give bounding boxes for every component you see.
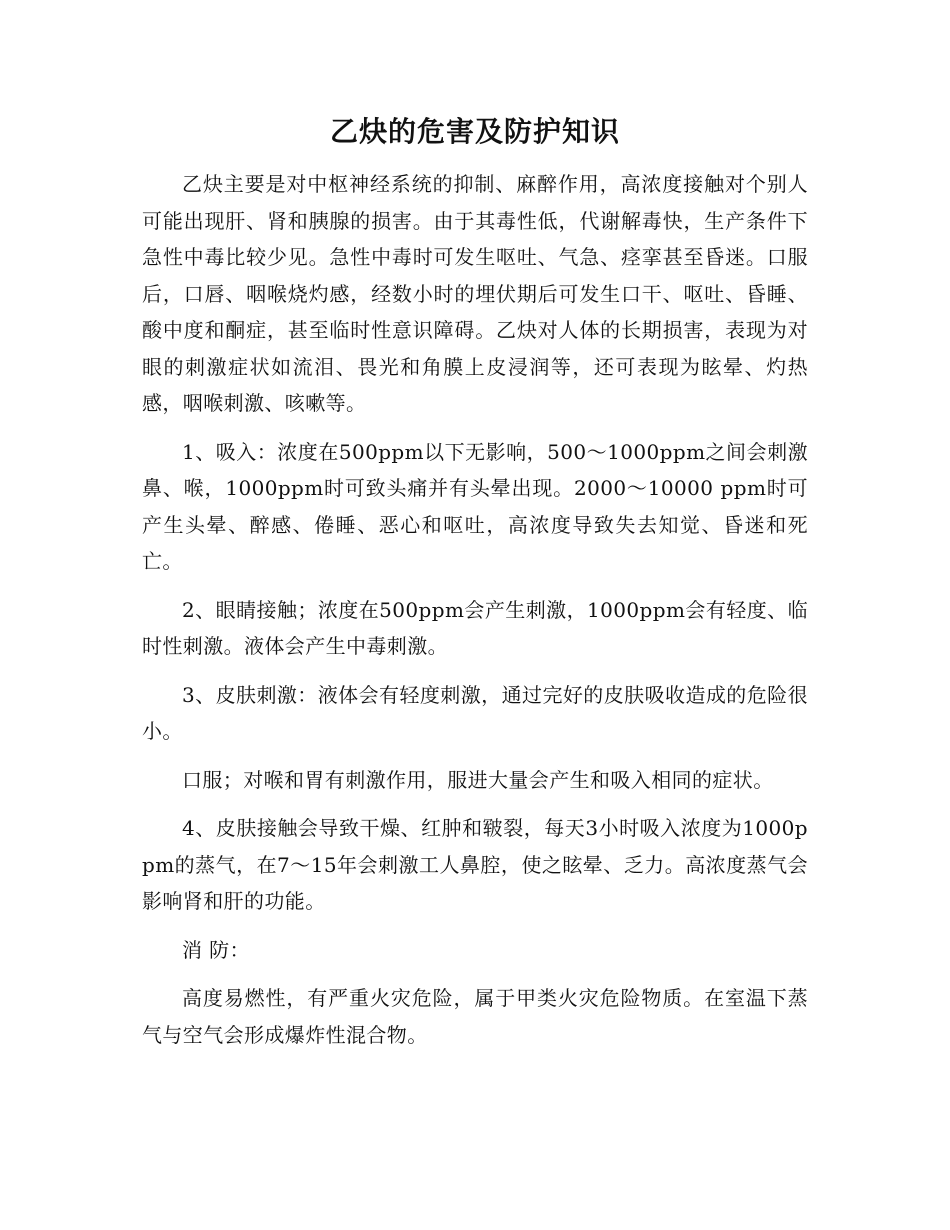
paragraph-skin-irritation: 3、皮肤刺激：液体会有轻度刺激，通过完好的皮肤吸收造成的危险很小。	[142, 682, 808, 743]
paragraph-skin-contact: 4、皮肤接触会导致干燥、红肿和皲裂，每天3小时吸入浓度为1000ppm的蒸气，在7～15年会刺激工人鼻腔，使之眩晕、乏力。高浓度蒸气会影响肾和肝的功能。	[142, 816, 808, 913]
paragraph-intro: 乙炔主要是对中枢神经系统的抑制、麻醉作用，高浓度接触对个别人可能出现肝、肾和胰腺的损害。由于其毒性低，代谢解毒快，生产条件下急性中毒比较少见。急性中毒时可发生呕吐、气急、痉挛甚至昏迷。口服后，口唇、咽喉烧灼感，经数小时的埋伏期后可发生口干、呕吐、昏睡、酸中度和酮症，甚至临时性意识障碍。乙炔对人体的长期损害，表现为对眼的刺激症状如流泪、畏光和角膜上皮浸润等，还可表现为眩晕、灼热感，咽喉刺激、咳嗽等。	[142, 172, 808, 415]
paragraph-fire-heading: 消 防：	[182, 937, 250, 962]
paragraph-eye-contact: 2、眼睛接触；浓度在500ppm会产生刺激，1000ppm会有轻度、临时性刺激。液体会产生中毒刺激。	[142, 597, 808, 658]
paragraph-ingestion: 口服；对喉和胃有刺激作用，服进大量会产生和吸入相同的症状。	[182, 767, 774, 792]
paragraph-inhalation: 1、吸入：浓度在500ppm以下无影响，500～1000ppm之间会刺激鼻、喉，1000ppm时可致头痛并有头晕出现。2000～10000 ppm时可产生头晕、醉感、倦睡、恶心和呕吐，高浓度导致失去知觉、昏迷和死亡。	[142, 439, 808, 573]
paragraph-fire-hazard: 高度易燃性，有严重火灾危险，属于甲类火灾危险物质。在室温下蒸气与空气会形成爆炸性混合物。	[142, 986, 808, 1047]
document-page	[142, 112, 808, 1053]
document-title: 乙炔的危害及防护知识	[329, 115, 620, 148]
